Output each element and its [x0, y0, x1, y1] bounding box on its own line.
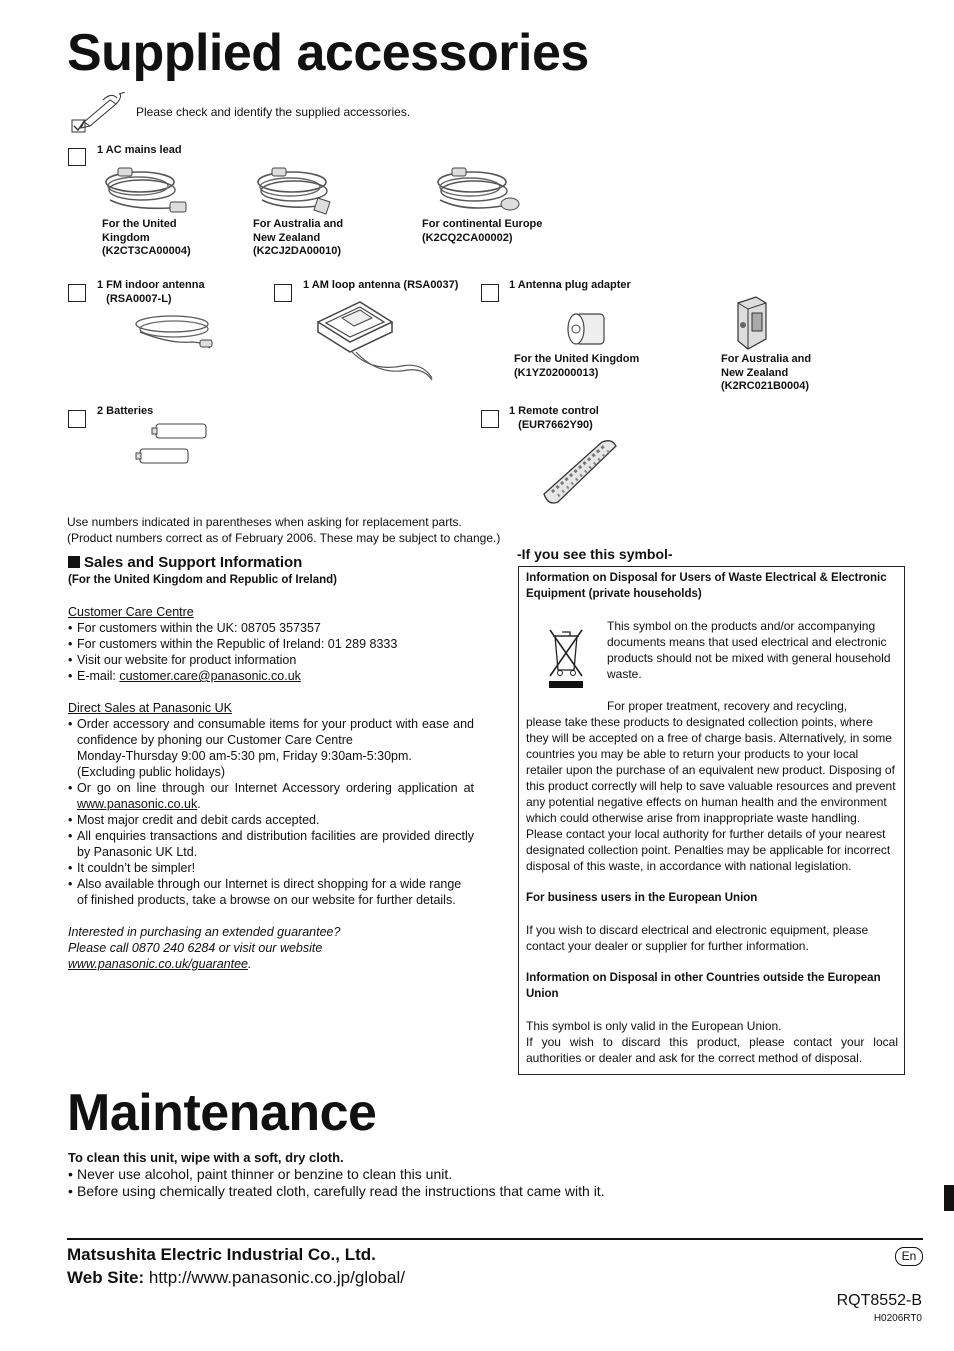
footer-rule — [67, 1238, 923, 1240]
sales-section — [68, 554, 474, 972]
model-number: RQT8552-B — [836, 1292, 922, 1309]
disposal-para-2a: For proper treatment, recovery and recycling, — [607, 699, 848, 713]
parts-note-line-1: Use numbers indicated in parentheses when asking for replacement parts. — [67, 515, 462, 529]
square-bullet-icon — [68, 556, 80, 568]
plug-adapter-au-text: For Australia and New Zealand (K2RC021B0004) — [721, 353, 812, 392]
plug-adapter-label: 1 Antenna plug adapter — [509, 279, 631, 291]
direct-item-order-hours: Monday-Thursday 9:00 am-5:30 pm, Friday 9:30am-5:30pm. — [77, 749, 412, 763]
email-link[interactable]: customer.care@panasonic.co.uk — [119, 669, 301, 683]
email-prefix: E-mail: — [77, 669, 120, 683]
ac-lead-eu-image — [430, 160, 525, 223]
outside-eu-title: Information on Disposal in other Countries outside the European Union — [526, 972, 881, 1000]
disposal-box — [518, 566, 905, 1075]
ac-lead-label: 1 AC mains lead — [97, 144, 182, 156]
maintenance-item-cloth: • Before using chemically treated cloth, carefully read the instructions that came with it. — [68, 1183, 768, 1200]
disposal-para-2b: please take these products to designated collection points, where they will be accepted on a free of charge basis. Alternatively, in some countries you may be able to return your products to your local retailer upon the purchase of an equivalent new product. Disposing of this product correctly will help to save valuable resources and prevent any potential negative effects on human health and the environment which could otherwise arise from inappropriate waste handling. Please contact your local authority for further details of your nearest designated collection point. Penalties may be applicable for incorrect disposal of this waste, in accordance with national legislation. — [526, 715, 896, 873]
plug-adapter-uk-text: For the United Kingdom (K1YZ02000013) — [514, 353, 640, 379]
batteries-image — [134, 421, 210, 472]
website-line — [67, 1266, 405, 1289]
ac-lead-checkbox[interactable] — [68, 148, 86, 166]
fm-antenna-label: 1 FM indoor antenna (RSA0007-L) — [97, 279, 205, 305]
maintenance-title: Maintenance — [67, 1084, 377, 1142]
ac-lead-eu-text: For continental Europe (K2CQ2CA00002) — [422, 218, 543, 244]
guarantee-line-1: Interested in purchasing an extended guarantee? — [68, 925, 341, 939]
maintenance-item-alcohol: • Never use alcohol, paint thinner or benzine to clean this unit. — [68, 1166, 768, 1183]
website-url[interactable]: http://www.panasonic.co.jp/global/ — [144, 1268, 405, 1287]
disposal-para-1: This symbol on the products and/or accompanying documents means that used electrical and electronic products should not be mixed with general household waste. — [607, 619, 891, 681]
direct-item-order — [68, 716, 474, 780]
guarantee-line-3: www.panasonic.co.uk/guarantee. — [68, 957, 252, 971]
direct-item-simple: • It couldn’t be simpler! — [68, 860, 474, 876]
am-antenna-label: 1 AM loop antenna (RSA0037) — [303, 279, 459, 291]
care-item-website: • Visit our website for product information — [68, 652, 474, 668]
guarantee-line-2: Please call 0870 240 6284 or visit our website — [68, 941, 323, 955]
care-item-ireland: • For customers within the Republic of Ireland: 01 289 8333 — [68, 636, 474, 652]
edge-tab-marker — [944, 1185, 954, 1211]
ac-lead-au-text: For Australia and New Zealand (K2CJ2DA00010) — [253, 218, 344, 257]
am-antenna-checkbox[interactable] — [274, 284, 292, 302]
direct-item-order-note: (Excluding public holidays) — [77, 765, 225, 779]
business-text: If you wish to discard electrical and electronic equipment, please contact your dealer or supplier for further information. — [526, 923, 869, 953]
direct-title: Direct Sales at Panasonic UK — [68, 701, 232, 715]
parts-note — [67, 514, 500, 546]
care-title: Customer Care Centre — [68, 605, 194, 619]
symbol-heading: -If you see this symbol- — [517, 546, 673, 562]
direct-item-online: • Or go on line through our Internet Accessory ordering application at www.panasonic.co.uk. — [68, 780, 474, 812]
care-item-uk: • For customers within the UK: 08705 357357 — [68, 620, 474, 636]
print-code: H0206RT0 — [873, 1313, 922, 1324]
language-badge: En — [895, 1247, 923, 1266]
pen-check-icon — [70, 92, 128, 136]
am-antenna-image — [312, 296, 437, 393]
website-label: Web Site: — [67, 1268, 145, 1287]
sales-subheading: (For the United Kingdom and Republic of Ireland) — [68, 574, 337, 586]
check-note: Please check and identify the supplied accessories. — [136, 105, 411, 119]
plug-adapter-au-image — [734, 295, 770, 358]
ac-lead-uk-image — [100, 160, 195, 223]
outside-eu-text-2: If you wish to discard this product, please contact your local authorities or dealer and ask for the correct method of disposal. — [526, 1035, 898, 1065]
sales-heading: Sales and Support Information — [84, 554, 303, 571]
maintenance-section — [68, 1149, 768, 1200]
ac-lead-au-image — [250, 160, 345, 223]
batteries-checkbox[interactable] — [68, 410, 86, 428]
crossed-bin-icon — [546, 626, 586, 695]
batteries-label: 2 Batteries — [97, 405, 154, 417]
direct-item-cards: • Most major credit and debit cards accepted. — [68, 812, 474, 828]
remote-checkbox[interactable] — [481, 410, 499, 428]
parts-note-line-2: (Product numbers correct as of February 2006. These may be subject to change.) — [67, 531, 501, 545]
outside-eu-text-1: This symbol is only valid in the European Union. — [526, 1019, 782, 1033]
remote-label: 1 Remote control (EUR7662Y90) — [509, 405, 599, 431]
business-title: For business users in the European Union — [526, 892, 758, 904]
fm-antenna-image — [132, 310, 217, 360]
direct-item-online-text: Or go on line through our Internet Accessory ordering application at — [77, 781, 474, 795]
care-item-email — [68, 668, 474, 684]
disposal-title: Information on Disposal for Users of Waste Electrical & Electronic Equipment (private households) — [526, 572, 887, 600]
maintenance-lead: To clean this unit, wipe with a soft, dry cloth. — [68, 1150, 344, 1165]
plug-adapter-uk-image — [562, 310, 612, 355]
direct-item-shopping: • Also available through our Internet is direct shopping for a wide range of finished products, take a browse on our website for further details. — [68, 876, 474, 908]
company-name: Matsushita Electric Industrial Co., Ltd. — [67, 1245, 376, 1264]
guarantee-link[interactable]: www.panasonic.co.uk/guarantee — [68, 957, 248, 971]
panasonic-uk-link[interactable]: www.panasonic.co.uk — [77, 797, 198, 811]
direct-item-enquiries: • All enquiries transactions and distribution facilities are provided directly by Panasonic UK Ltd. — [68, 828, 474, 860]
ac-lead-uk-text: For the United Kingdom (K2CT3CA00004) — [102, 218, 191, 257]
remote-control-image — [540, 438, 620, 513]
plug-adapter-checkbox[interactable] — [481, 284, 499, 302]
page-title: Supplied accessories — [67, 24, 589, 82]
fm-antenna-checkbox[interactable] — [68, 284, 86, 302]
direct-item-order-text: Order accessory and consumable items for your product with ease and confidence by phoning our Customer Care Centre — [77, 717, 474, 747]
